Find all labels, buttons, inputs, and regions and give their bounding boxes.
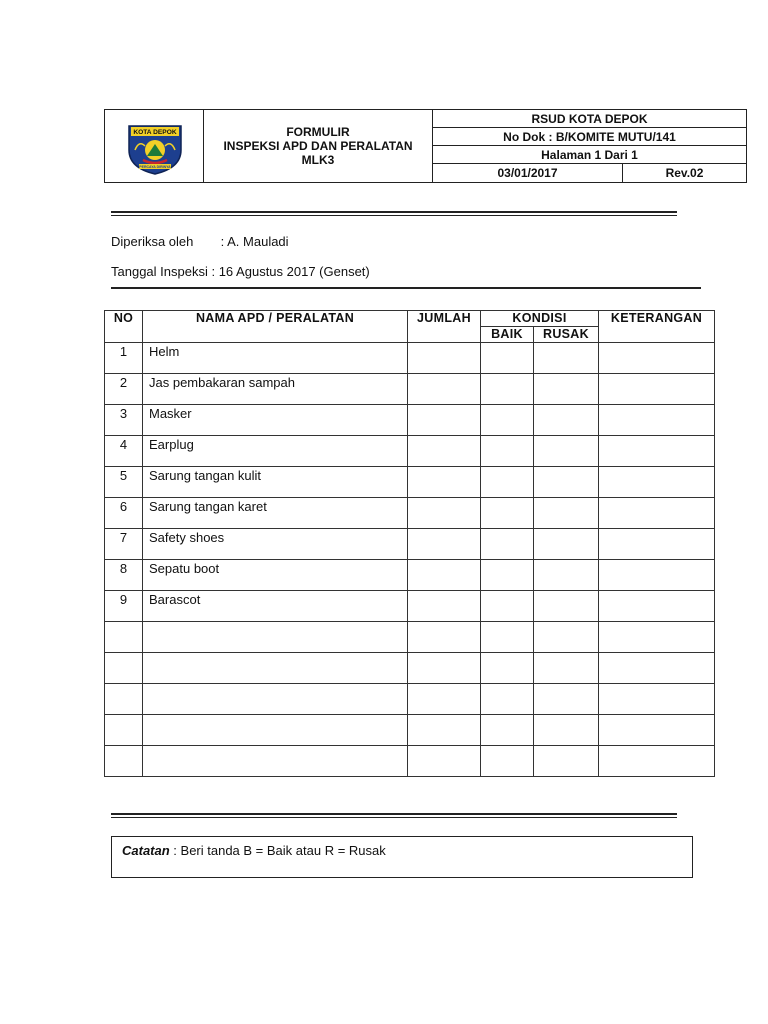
table-row [105, 343, 715, 374]
row-good-cell[interactable] [481, 746, 534, 777]
header-good: BAIK [481, 327, 534, 343]
row-count-cell[interactable] [408, 746, 481, 777]
inspection-table [104, 310, 715, 777]
table-row [105, 622, 715, 653]
header-damaged: RUSAK [534, 327, 599, 343]
row-no: 3 [105, 405, 143, 436]
table-row [105, 405, 715, 436]
row-name: Sarung tangan kulit [143, 467, 408, 498]
row-good-cell[interactable] [481, 591, 534, 622]
table-row [105, 374, 715, 405]
row-notes-cell[interactable] [599, 746, 715, 777]
inspection-date [111, 264, 370, 279]
row-count-cell[interactable] [408, 498, 481, 529]
row-good-cell[interactable] [481, 622, 534, 653]
note-box [111, 836, 693, 878]
row-damaged-cell[interactable] [534, 498, 599, 529]
row-no: 4 [105, 436, 143, 467]
page-info: Halaman 1 Dari 1 [433, 146, 746, 164]
divider-info [111, 287, 701, 289]
row-count-cell[interactable] [408, 560, 481, 591]
row-no [105, 622, 143, 653]
row-name: Masker [143, 405, 408, 436]
doc-revision: Rev.02 [665, 166, 704, 180]
row-notes-cell[interactable] [599, 436, 715, 467]
table-row [105, 684, 715, 715]
row-count-cell[interactable] [408, 343, 481, 374]
row-good-cell[interactable] [481, 374, 534, 405]
row-damaged-cell[interactable] [534, 436, 599, 467]
divider-bottom-2 [111, 817, 677, 818]
doc-number: No Dok : B/KOMITE MUTU/141 [433, 128, 746, 146]
row-no [105, 653, 143, 684]
svg-text:PERCAYA DIRINYA: PERCAYA DIRINYA [139, 165, 171, 169]
divider-top-2 [111, 215, 677, 216]
table-row [105, 498, 715, 529]
note-text [122, 843, 386, 858]
header-count: JUMLAH [408, 311, 481, 343]
row-damaged-cell[interactable] [534, 715, 599, 746]
row-no: 2 [105, 374, 143, 405]
row-notes-cell[interactable] [599, 560, 715, 591]
row-no: 6 [105, 498, 143, 529]
row-no: 8 [105, 560, 143, 591]
table-row [105, 653, 715, 684]
row-no [105, 684, 143, 715]
row-damaged-cell[interactable] [534, 405, 599, 436]
row-notes-cell[interactable] [599, 591, 715, 622]
row-good-cell[interactable] [481, 405, 534, 436]
row-damaged-cell[interactable] [534, 374, 599, 405]
examined-by [111, 234, 289, 249]
table-row [105, 715, 715, 746]
header-no: NO [105, 311, 143, 343]
row-count-cell[interactable] [408, 684, 481, 715]
note-label: Catatan [122, 843, 170, 858]
org-name: RSUD KOTA DEPOK [433, 110, 746, 128]
row-notes-cell[interactable] [599, 622, 715, 653]
row-good-cell[interactable] [481, 498, 534, 529]
row-good-cell[interactable] [481, 343, 534, 374]
row-good-cell[interactable] [481, 653, 534, 684]
row-damaged-cell[interactable] [534, 653, 599, 684]
row-name: Helm [143, 343, 408, 374]
row-good-cell[interactable] [481, 529, 534, 560]
row-count-cell[interactable] [408, 622, 481, 653]
row-no: 1 [105, 343, 143, 374]
row-name: Earplug [143, 436, 408, 467]
row-notes-cell[interactable] [599, 467, 715, 498]
examined-by-label: Diperiksa oleh [111, 234, 194, 249]
row-good-cell[interactable] [481, 467, 534, 498]
row-count-cell[interactable] [408, 653, 481, 684]
row-name: Safety shoes [143, 529, 408, 560]
row-damaged-cell[interactable] [534, 467, 599, 498]
header-condition: KONDISI [481, 311, 599, 327]
row-name: Jas pembakaran sampah [143, 374, 408, 405]
table-row [105, 436, 715, 467]
row-notes-cell[interactable] [599, 715, 715, 746]
row-damaged-cell[interactable] [534, 746, 599, 777]
row-name: Barascot [143, 591, 408, 622]
divider-top-1 [111, 211, 677, 213]
row-name [143, 746, 408, 777]
row-notes-cell[interactable] [599, 529, 715, 560]
row-damaged-cell[interactable] [534, 560, 599, 591]
doc-date: 03/01/2017 [433, 164, 623, 182]
logo-cell [105, 110, 204, 182]
row-damaged-cell[interactable] [534, 591, 599, 622]
row-count-cell[interactable] [408, 591, 481, 622]
document-meta [433, 110, 746, 182]
row-count-cell[interactable] [408, 374, 481, 405]
row-damaged-cell[interactable] [534, 529, 599, 560]
row-count-cell[interactable] [408, 467, 481, 498]
row-no: 5 [105, 467, 143, 498]
row-no [105, 715, 143, 746]
row-notes-cell[interactable] [599, 653, 715, 684]
row-notes-cell[interactable] [599, 498, 715, 529]
note-content: : Beri tanda B = Baik atau R = Rusak [169, 843, 386, 858]
row-good-cell[interactable] [481, 436, 534, 467]
row-damaged-cell[interactable] [534, 343, 599, 374]
row-damaged-cell[interactable] [534, 684, 599, 715]
row-count-cell[interactable] [408, 405, 481, 436]
row-good-cell[interactable] [481, 560, 534, 591]
inspection-date-label: Tanggal Inspeksi : [111, 264, 216, 279]
table-row [105, 746, 715, 777]
form-title-line-3: MLK3 [301, 153, 335, 167]
form-title [204, 110, 433, 182]
row-no: 7 [105, 529, 143, 560]
row-name [143, 653, 408, 684]
table-row [105, 529, 715, 560]
form-title-line-1: FORMULIR [286, 125, 350, 139]
header-name: NAMA APD / PERALATAN [143, 311, 408, 343]
table-body [105, 343, 715, 777]
date-rev-row [433, 164, 746, 182]
row-name [143, 622, 408, 653]
row-name: Sarung tangan karet [143, 498, 408, 529]
row-no [105, 746, 143, 777]
row-notes-cell[interactable] [599, 405, 715, 436]
row-name [143, 684, 408, 715]
table-row [105, 591, 715, 622]
row-notes-cell[interactable] [599, 343, 715, 374]
inspection-date-value: 16 Agustus 2017 (Genset) [218, 264, 370, 279]
row-name [143, 715, 408, 746]
kota-depok-logo [125, 116, 185, 176]
row-notes-cell[interactable] [599, 374, 715, 405]
row-good-cell[interactable] [481, 684, 534, 715]
form-title-line-2: INSPEKSI APD DAN PERALATAN [223, 139, 413, 153]
svg-text:KOTA DEPOK: KOTA DEPOK [133, 129, 177, 137]
divider-bottom-1 [111, 813, 677, 815]
row-damaged-cell[interactable] [534, 622, 599, 653]
row-count-cell[interactable] [408, 529, 481, 560]
document-header [104, 109, 747, 183]
row-good-cell[interactable] [481, 715, 534, 746]
table-row [105, 467, 715, 498]
row-name: Sepatu boot [143, 560, 408, 591]
header-notes: KETERANGAN [599, 311, 715, 343]
examined-by-value: : A. Mauladi [220, 234, 289, 249]
row-notes-cell[interactable] [599, 684, 715, 715]
row-no: 9 [105, 591, 143, 622]
row-count-cell[interactable] [408, 715, 481, 746]
table-row [105, 560, 715, 591]
row-count-cell[interactable] [408, 436, 481, 467]
